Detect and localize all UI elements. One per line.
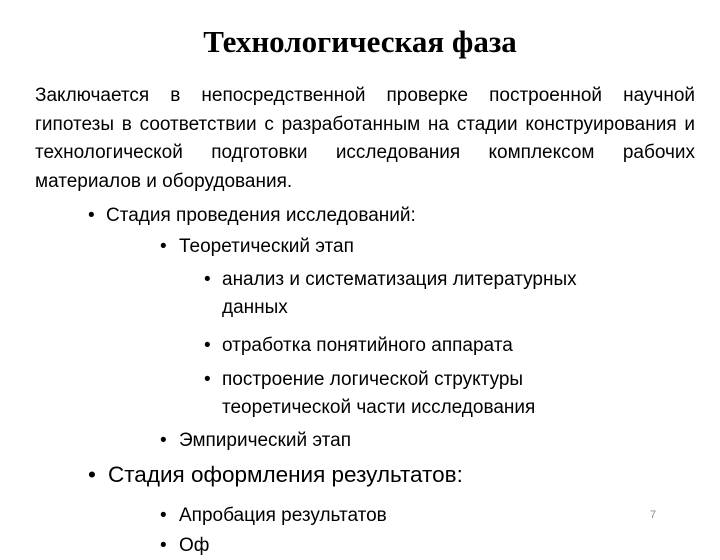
bullet-text: Апробация результатов xyxy=(179,505,387,526)
bullet-text: построение логической структуры теоретической части исследования xyxy=(222,369,536,418)
bullet-text: Стадия проведения исследований: xyxy=(106,205,416,226)
bullet-marker: • xyxy=(160,236,167,257)
bullet-marker: • xyxy=(204,269,211,290)
bullet-marker: • xyxy=(204,335,211,356)
bullet-conceptual-apparatus xyxy=(204,332,644,360)
bullet-approbation xyxy=(160,502,640,530)
bullet-marker: • xyxy=(160,430,167,451)
bullet-text: Оф xyxy=(179,535,210,556)
bullet-marker: • xyxy=(88,205,95,226)
bullet-stage-research xyxy=(88,202,648,230)
bullet-marker: • xyxy=(160,535,167,556)
bullet-text: Эмпирический этап xyxy=(179,430,351,451)
bullet-logical-structure xyxy=(204,366,644,422)
bullet-literature-analysis xyxy=(204,266,644,322)
bullet-marker: • xyxy=(88,462,96,487)
intro-paragraph: Заключается в непосредственной проверке построенной научной гипотезы в соответствии с разработанным на стадии конструирования и технологической подготовки исследования комплексом рабочих материалов и оборудования. xyxy=(35,85,695,192)
bullet-text: Теоретический этап xyxy=(179,236,354,257)
bullet-theoretical-stage xyxy=(160,233,640,261)
bullet-text: Стадия оформления результатов: xyxy=(108,462,463,487)
bullet-stage-results xyxy=(88,459,688,491)
bullet-marker: • xyxy=(204,369,211,390)
bullet-empirical-stage xyxy=(160,427,640,455)
bullet-cut-off xyxy=(160,532,640,560)
bullet-text: анализ и систематизация литературных данных xyxy=(222,269,577,318)
slide-title: Технологическая фаза xyxy=(203,24,517,59)
bullet-text: отработка понятийного аппарата xyxy=(222,335,513,356)
bullet-marker: • xyxy=(160,505,167,526)
page-number: 7 xyxy=(650,509,657,521)
